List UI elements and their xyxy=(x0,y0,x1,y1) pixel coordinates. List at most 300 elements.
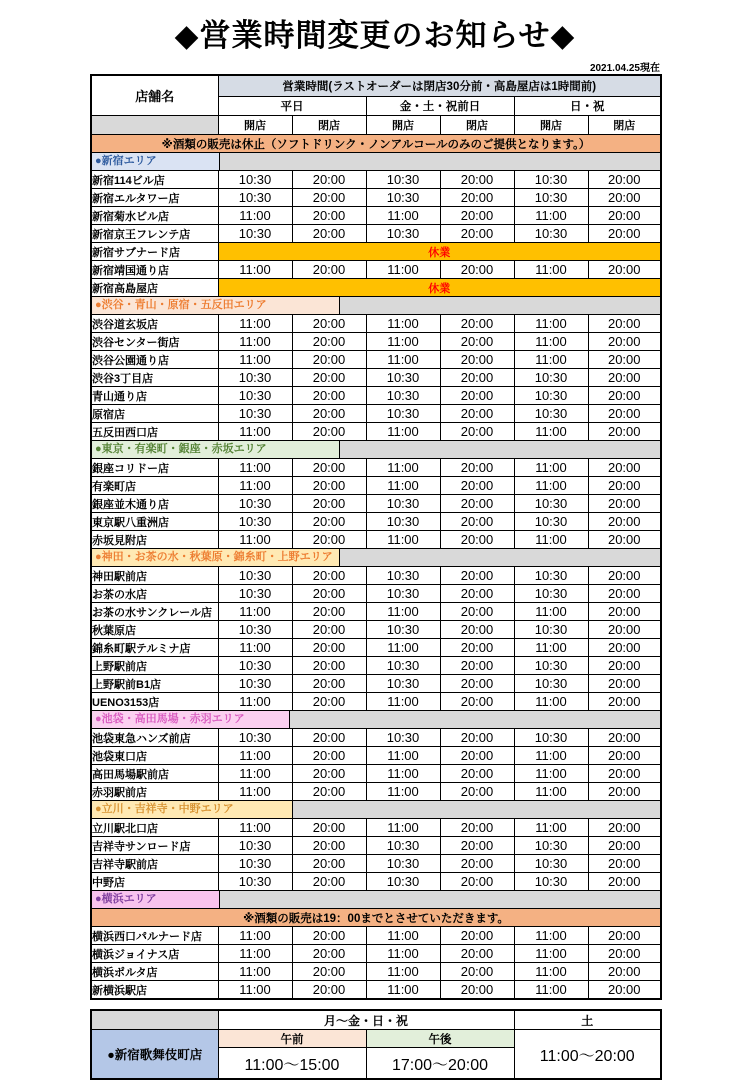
open-label: 開店 xyxy=(514,116,588,135)
time-cell: 20:00 xyxy=(440,225,514,243)
time-cell: 20:00 xyxy=(588,675,661,693)
page-title: ◆営業時間変更のお知らせ◆ xyxy=(174,18,576,53)
time-cell: 11:00 xyxy=(218,765,292,783)
time-cell: 20:00 xyxy=(440,585,514,603)
store-name-cell: 吉祥寺サンロード店 xyxy=(91,837,218,855)
kabukicho-header-row xyxy=(91,1010,661,1030)
time-cell: 11:00 xyxy=(514,963,588,981)
store-name-cell: 新宿サブナード店 xyxy=(91,243,218,261)
time-cell: 20:00 xyxy=(292,189,366,207)
time-cell: 20:00 xyxy=(292,459,366,477)
store-name-cell: お茶の水店 xyxy=(91,585,218,603)
store-name-cell: 新横浜駅店 xyxy=(91,981,218,1000)
time-cell: 11:00 xyxy=(218,693,292,711)
time-cell: 10:30 xyxy=(366,387,440,405)
time-cell: 20:00 xyxy=(440,747,514,765)
store-name-cell: 横浜西口パルナード店 xyxy=(91,927,218,945)
area-fill xyxy=(339,297,660,314)
time-cell: 20:00 xyxy=(588,207,661,225)
time-cell: 20:00 xyxy=(292,405,366,423)
closed-cell: 休業 xyxy=(218,243,661,261)
store-name-cell: 赤坂見附店 xyxy=(91,531,218,549)
time-cell: 10:30 xyxy=(218,513,292,531)
time-cell: 11:00 xyxy=(366,963,440,981)
time-cell: 20:00 xyxy=(588,351,661,369)
time-cell: 20:00 xyxy=(588,477,661,495)
kabukicho-corner-cell xyxy=(91,1010,218,1030)
time-cell: 20:00 xyxy=(292,387,366,405)
time-cell: 10:30 xyxy=(218,387,292,405)
time-cell: 10:30 xyxy=(514,657,588,675)
time-cell: 11:00 xyxy=(366,477,440,495)
area-label: ●渋谷・青山・原宿・五反田エリア xyxy=(92,297,339,314)
time-cell: 20:00 xyxy=(588,513,661,531)
time-cell: 20:00 xyxy=(292,621,366,639)
time-cell: 20:00 xyxy=(292,819,366,837)
area-header-cell xyxy=(91,297,661,315)
time-cell: 11:00 xyxy=(218,747,292,765)
store-name-cell: 青山通り店 xyxy=(91,387,218,405)
area-label: ●東京・有楽町・銀座・赤坂エリア xyxy=(92,441,339,458)
store-row xyxy=(91,747,661,765)
time-cell: 20:00 xyxy=(440,837,514,855)
time-cell: 10:30 xyxy=(366,189,440,207)
area-label: ●立川・吉祥寺・中野エリア xyxy=(92,801,292,818)
store-row xyxy=(91,225,661,243)
time-cell: 20:00 xyxy=(440,405,514,423)
time-cell: 20:00 xyxy=(292,585,366,603)
time-cell: 20:00 xyxy=(588,495,661,513)
time-cell: 11:00 xyxy=(514,477,588,495)
time-cell: 10:30 xyxy=(218,621,292,639)
time-cell: 11:00 xyxy=(218,531,292,549)
time-cell: 20:00 xyxy=(588,315,661,333)
time-cell: 10:30 xyxy=(218,405,292,423)
time-cell: 11:00 xyxy=(514,765,588,783)
time-cell: 11:00 xyxy=(366,261,440,279)
time-cell: 20:00 xyxy=(440,423,514,441)
store-row xyxy=(91,171,661,189)
time-cell: 10:30 xyxy=(366,513,440,531)
kabukicho-weekday-header: 月～金・日・祝 xyxy=(218,1010,514,1030)
time-cell: 10:30 xyxy=(514,585,588,603)
store-name-cell: 渋谷3丁目店 xyxy=(91,369,218,387)
store-name-cell: 赤羽駅前店 xyxy=(91,783,218,801)
store-name-cell: 高田馬場駅前店 xyxy=(91,765,218,783)
time-cell: 10:30 xyxy=(514,171,588,189)
hours-title-header: 営業時間(ラストオーダーは閉店30分前・高島屋店は1時間前) xyxy=(218,75,661,97)
time-cell: 20:00 xyxy=(440,855,514,873)
store-row xyxy=(91,495,661,513)
store-name-cell: 新宿114ビル店 xyxy=(91,171,218,189)
time-cell: 20:00 xyxy=(440,567,514,585)
time-cell: 20:00 xyxy=(440,171,514,189)
time-cell: 11:00 xyxy=(514,747,588,765)
time-cell: 20:00 xyxy=(588,981,661,1000)
kabukicho-saturday-header: 土 xyxy=(514,1010,661,1030)
time-cell: 11:00 xyxy=(218,261,292,279)
time-cell: 20:00 xyxy=(588,261,661,279)
time-cell: 11:00 xyxy=(514,531,588,549)
time-cell: 20:00 xyxy=(588,639,661,657)
store-row xyxy=(91,567,661,585)
time-cell: 11:00 xyxy=(514,603,588,621)
time-cell: 20:00 xyxy=(440,657,514,675)
store-row xyxy=(91,423,661,441)
time-cell: 10:30 xyxy=(366,495,440,513)
day-group-fri-sat: 金・土・祝前日 xyxy=(366,97,514,116)
store-row xyxy=(91,693,661,711)
store-row xyxy=(91,189,661,207)
time-cell: 20:00 xyxy=(440,729,514,747)
area-fill xyxy=(289,711,660,728)
kabukicho-am-hours: 11:00～15:00 xyxy=(218,1048,366,1080)
close-label: 閉店 xyxy=(588,116,661,135)
time-cell: 20:00 xyxy=(588,747,661,765)
store-name-cell: 秋葉原店 xyxy=(91,621,218,639)
store-row xyxy=(91,603,661,621)
time-cell: 11:00 xyxy=(514,783,588,801)
kabukicho-pm-hours: 17:00～20:00 xyxy=(366,1048,514,1080)
time-cell: 11:00 xyxy=(514,423,588,441)
time-cell: 11:00 xyxy=(218,927,292,945)
time-cell: 10:30 xyxy=(366,873,440,891)
time-cell: 11:00 xyxy=(366,531,440,549)
store-row xyxy=(91,657,661,675)
as-of-date: 2021.04.25現在 xyxy=(589,63,660,74)
time-cell: 20:00 xyxy=(292,513,366,531)
time-cell: 11:00 xyxy=(218,981,292,1000)
store-row xyxy=(91,621,661,639)
time-cell: 20:00 xyxy=(292,333,366,351)
time-cell: 20:00 xyxy=(292,837,366,855)
time-cell: 11:00 xyxy=(218,639,292,657)
time-cell: 11:00 xyxy=(366,765,440,783)
time-cell: 10:30 xyxy=(366,369,440,387)
area-header-cell xyxy=(91,891,661,909)
store-name-cell: 新宿靖国通り店 xyxy=(91,261,218,279)
time-cell: 20:00 xyxy=(588,621,661,639)
time-cell: 10:30 xyxy=(366,837,440,855)
store-name-cell: 吉祥寺駅前店 xyxy=(91,855,218,873)
day-group-sun-holiday: 日・祝 xyxy=(514,97,661,116)
header-row-1 xyxy=(91,75,661,97)
store-row xyxy=(91,819,661,837)
time-cell: 10:30 xyxy=(514,225,588,243)
store-name-cell: 東京駅八重洲店 xyxy=(91,513,218,531)
time-cell: 20:00 xyxy=(440,621,514,639)
time-cell: 20:00 xyxy=(292,171,366,189)
time-cell: 20:00 xyxy=(440,873,514,891)
store-name-cell: 上野駅前店 xyxy=(91,657,218,675)
store-name-cell: 新宿菊水ビル店 xyxy=(91,207,218,225)
area-header-row xyxy=(91,549,661,567)
time-cell: 20:00 xyxy=(292,963,366,981)
time-cell: 20:00 xyxy=(588,531,661,549)
time-cell: 20:00 xyxy=(292,225,366,243)
store-name-cell: 新宿京王フレンテ店 xyxy=(91,225,218,243)
time-cell: 20:00 xyxy=(588,765,661,783)
store-row xyxy=(91,261,661,279)
note-row xyxy=(91,909,661,927)
time-cell: 10:30 xyxy=(218,729,292,747)
time-cell: 11:00 xyxy=(218,351,292,369)
store-name-cell: UENO3153店 xyxy=(91,693,218,711)
store-name-cell: 横浜ジョイナス店 xyxy=(91,945,218,963)
time-cell: 10:30 xyxy=(514,369,588,387)
time-cell: 20:00 xyxy=(588,459,661,477)
area-header-row xyxy=(91,891,661,909)
time-cell: 10:30 xyxy=(218,495,292,513)
time-cell: 20:00 xyxy=(588,819,661,837)
store-row xyxy=(91,477,661,495)
time-cell: 20:00 xyxy=(440,207,514,225)
store-row xyxy=(91,369,661,387)
kabukicho-pm-label: 午後 xyxy=(366,1030,514,1048)
store-name-cell: 渋谷公園通り店 xyxy=(91,351,218,369)
time-cell: 11:00 xyxy=(514,351,588,369)
kabukicho-store-name: ●新宿歌舞伎町店 xyxy=(91,1030,218,1080)
time-cell: 10:30 xyxy=(218,837,292,855)
time-cell: 11:00 xyxy=(366,315,440,333)
store-row xyxy=(91,981,661,1000)
area-fill xyxy=(219,891,660,908)
time-cell: 20:00 xyxy=(588,729,661,747)
time-cell: 11:00 xyxy=(218,315,292,333)
time-cell: 20:00 xyxy=(292,693,366,711)
time-cell: 11:00 xyxy=(218,819,292,837)
hours-table xyxy=(90,74,662,1000)
time-cell: 10:30 xyxy=(514,873,588,891)
time-cell: 20:00 xyxy=(440,315,514,333)
area-fill xyxy=(292,801,660,818)
closed-cell: 休業 xyxy=(218,279,661,297)
time-cell: 10:30 xyxy=(366,405,440,423)
header-row-3 xyxy=(91,116,661,135)
area-header-row xyxy=(91,153,661,171)
area-label: ●横浜エリア xyxy=(92,891,219,908)
time-cell: 20:00 xyxy=(292,657,366,675)
time-cell: 10:30 xyxy=(514,837,588,855)
time-cell: 20:00 xyxy=(292,981,366,1000)
time-cell: 11:00 xyxy=(514,459,588,477)
time-cell: 11:00 xyxy=(218,459,292,477)
time-cell: 20:00 xyxy=(292,261,366,279)
day-group-weekday: 平日 xyxy=(218,97,366,116)
time-cell: 20:00 xyxy=(588,225,661,243)
time-cell: 20:00 xyxy=(440,333,514,351)
area-header-row xyxy=(91,297,661,315)
kabukicho-table xyxy=(90,1009,662,1080)
time-cell: 20:00 xyxy=(440,495,514,513)
time-cell: 11:00 xyxy=(218,783,292,801)
time-cell: 20:00 xyxy=(292,927,366,945)
store-name-cell: 中野店 xyxy=(91,873,218,891)
store-name-cell: 原宿店 xyxy=(91,405,218,423)
store-row xyxy=(91,855,661,873)
time-cell: 20:00 xyxy=(292,675,366,693)
time-cell: 10:30 xyxy=(514,729,588,747)
kabukicho-am-label: 午前 xyxy=(218,1030,366,1048)
time-cell: 11:00 xyxy=(218,945,292,963)
time-cell: 20:00 xyxy=(588,603,661,621)
time-cell: 20:00 xyxy=(440,693,514,711)
store-name-cell: 神田駅前店 xyxy=(91,567,218,585)
time-cell: 10:30 xyxy=(514,855,588,873)
time-cell: 20:00 xyxy=(440,603,514,621)
note-cell: ※酒類の販売は19：00までとさせていただきます。 xyxy=(91,909,661,927)
kabukicho-label-row xyxy=(91,1030,661,1048)
store-row xyxy=(91,387,661,405)
time-cell: 20:00 xyxy=(588,171,661,189)
time-cell: 11:00 xyxy=(366,693,440,711)
time-cell: 11:00 xyxy=(366,783,440,801)
time-cell: 11:00 xyxy=(218,333,292,351)
store-name-cell: お茶の水サンクレール店 xyxy=(91,603,218,621)
area-fill xyxy=(339,441,660,458)
time-cell: 20:00 xyxy=(588,873,661,891)
kabukicho-saturday-hours: 11:00～20:00 xyxy=(514,1030,661,1080)
store-row xyxy=(91,729,661,747)
time-cell: 20:00 xyxy=(440,513,514,531)
note-row xyxy=(91,135,661,153)
time-cell: 10:30 xyxy=(366,225,440,243)
store-name-cell: 池袋東口店 xyxy=(91,747,218,765)
time-cell: 20:00 xyxy=(292,945,366,963)
time-cell: 20:00 xyxy=(440,639,514,657)
time-cell: 20:00 xyxy=(440,945,514,963)
time-cell: 20:00 xyxy=(292,729,366,747)
time-cell: 10:30 xyxy=(514,495,588,513)
store-row xyxy=(91,585,661,603)
area-label: ●池袋・高田馬場・赤羽エリア xyxy=(92,711,289,728)
store-row xyxy=(91,531,661,549)
store-row xyxy=(91,351,661,369)
time-cell: 10:30 xyxy=(218,657,292,675)
time-cell: 10:30 xyxy=(218,189,292,207)
area-header-row xyxy=(91,441,661,459)
time-cell: 11:00 xyxy=(218,603,292,621)
time-cell: 10:30 xyxy=(514,387,588,405)
time-cell: 20:00 xyxy=(588,387,661,405)
time-cell: 20:00 xyxy=(440,531,514,549)
store-row xyxy=(91,279,661,297)
time-cell: 11:00 xyxy=(514,945,588,963)
store-row xyxy=(91,963,661,981)
time-cell: 10:30 xyxy=(366,729,440,747)
time-cell: 20:00 xyxy=(588,963,661,981)
time-cell: 20:00 xyxy=(588,585,661,603)
time-cell: 20:00 xyxy=(292,639,366,657)
time-cell: 20:00 xyxy=(440,459,514,477)
time-cell: 20:00 xyxy=(292,207,366,225)
time-cell: 11:00 xyxy=(514,981,588,1000)
time-cell: 20:00 xyxy=(292,567,366,585)
time-cell: 20:00 xyxy=(588,837,661,855)
store-row xyxy=(91,927,661,945)
time-cell: 10:30 xyxy=(366,567,440,585)
time-cell: 20:00 xyxy=(588,783,661,801)
time-cell: 20:00 xyxy=(292,765,366,783)
store-name-cell: 池袋東急ハンズ前店 xyxy=(91,729,218,747)
open-label: 開店 xyxy=(218,116,292,135)
time-cell: 11:00 xyxy=(514,819,588,837)
time-cell: 20:00 xyxy=(292,423,366,441)
area-header-cell xyxy=(91,441,661,459)
time-cell: 11:00 xyxy=(218,477,292,495)
time-cell: 20:00 xyxy=(440,927,514,945)
time-cell: 10:30 xyxy=(218,171,292,189)
time-cell: 20:00 xyxy=(440,963,514,981)
time-cell: 11:00 xyxy=(366,945,440,963)
time-cell: 10:30 xyxy=(366,657,440,675)
time-cell: 10:30 xyxy=(218,585,292,603)
time-cell: 10:30 xyxy=(366,855,440,873)
time-cell: 10:30 xyxy=(514,675,588,693)
time-cell: 11:00 xyxy=(514,315,588,333)
time-cell: 11:00 xyxy=(366,207,440,225)
time-cell: 11:00 xyxy=(218,423,292,441)
store-name-cell: 有楽町店 xyxy=(91,477,218,495)
time-cell: 11:00 xyxy=(514,207,588,225)
store-name-cell: 渋谷道玄坂店 xyxy=(91,315,218,333)
time-cell: 20:00 xyxy=(440,675,514,693)
time-cell: 20:00 xyxy=(588,945,661,963)
area-header-cell xyxy=(91,711,661,729)
store-name-cell: 銀座コリドー店 xyxy=(91,459,218,477)
time-cell: 10:30 xyxy=(514,189,588,207)
store-name-cell: 五反田西口店 xyxy=(91,423,218,441)
time-cell: 11:00 xyxy=(366,981,440,1000)
time-cell: 20:00 xyxy=(588,405,661,423)
store-row xyxy=(91,873,661,891)
time-cell: 11:00 xyxy=(366,333,440,351)
time-cell: 20:00 xyxy=(588,567,661,585)
store-name-cell: 新宿エルタワー店 xyxy=(91,189,218,207)
time-cell: 10:30 xyxy=(366,171,440,189)
time-cell: 10:30 xyxy=(218,567,292,585)
area-header-row xyxy=(91,801,661,819)
store-name-cell: 横浜ポルタ店 xyxy=(91,963,218,981)
time-cell: 20:00 xyxy=(292,495,366,513)
time-cell: 20:00 xyxy=(588,855,661,873)
time-cell: 11:00 xyxy=(366,351,440,369)
time-cell: 20:00 xyxy=(292,747,366,765)
store-name-cell: 新宿高島屋店 xyxy=(91,279,218,297)
store-row xyxy=(91,513,661,531)
time-cell: 11:00 xyxy=(366,819,440,837)
area-header-cell xyxy=(91,801,661,819)
time-cell: 20:00 xyxy=(588,693,661,711)
time-cell: 11:00 xyxy=(514,333,588,351)
store-row xyxy=(91,765,661,783)
store-row xyxy=(91,783,661,801)
time-cell: 11:00 xyxy=(514,261,588,279)
area-header-cell xyxy=(91,549,661,567)
store-row xyxy=(91,207,661,225)
area-header-cell xyxy=(91,153,661,171)
time-cell: 10:30 xyxy=(218,855,292,873)
area-label: ●神田・お茶の水・秋葉原・錦糸町・上野エリア xyxy=(92,549,339,566)
store-row xyxy=(91,675,661,693)
time-cell: 11:00 xyxy=(366,747,440,765)
store-row xyxy=(91,243,661,261)
time-cell: 20:00 xyxy=(440,351,514,369)
time-cell: 20:00 xyxy=(440,819,514,837)
time-cell: 10:30 xyxy=(514,621,588,639)
time-cell: 11:00 xyxy=(366,927,440,945)
time-cell: 20:00 xyxy=(588,333,661,351)
